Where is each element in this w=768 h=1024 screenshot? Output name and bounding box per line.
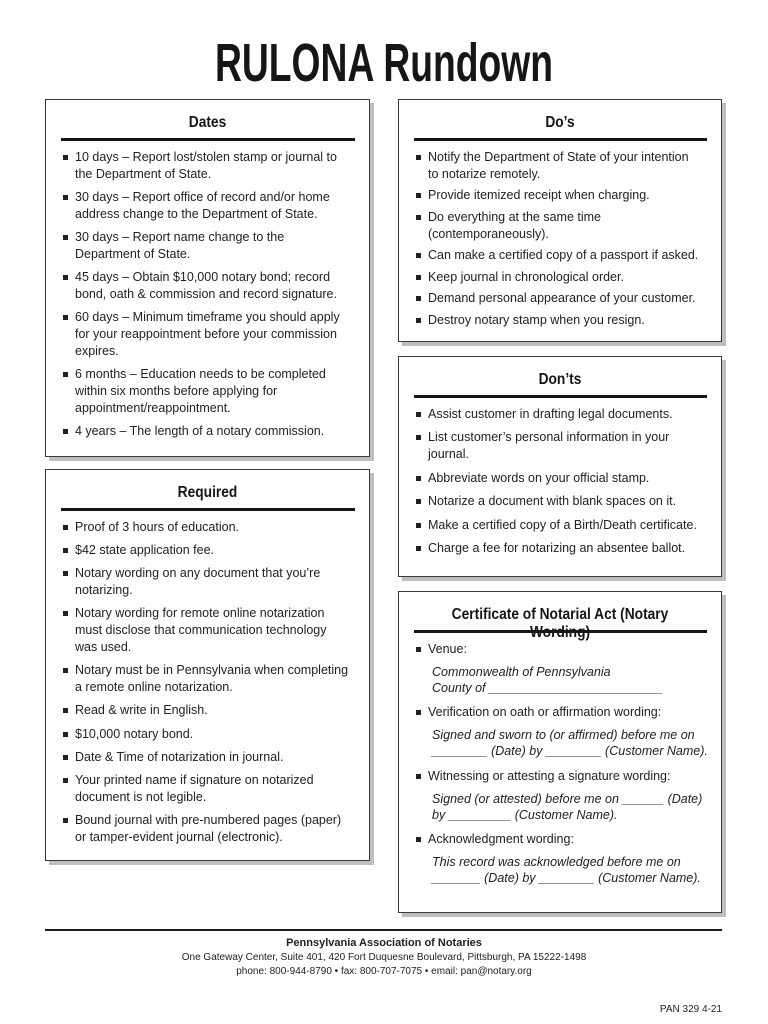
certificate-list	[399, 641, 721, 887]
heading-rule	[414, 395, 707, 398]
dates-list	[46, 149, 369, 440]
footer-address: One Gateway Center, Suite 401, 420 Fort Duquesne Boulevard, Pittsburgh, PA 15222-1498	[181, 952, 587, 963]
donts-item: Abbreviate words on your official stamp.	[399, 470, 721, 487]
certificate-heading: Certificate of Notarial Act (Notary Wording)	[451, 606, 669, 641]
cert-wording: This record was acknowledged before me on _______ (Date) by ________ (Customer Name).	[432, 855, 701, 885]
dos-heading: Do’s	[545, 114, 575, 131]
dates-item: 6 months – Education needs to be completed within six months before applying for appointment/reappointment.	[46, 366, 369, 417]
dates-item: 30 days – Report office of record and/or home address change to the Department of State.	[46, 189, 369, 223]
heading-rule	[414, 138, 707, 141]
dos-list	[399, 149, 721, 329]
dos-item: Notify the Department of State of your intention to notarize remotely.	[399, 149, 721, 183]
required-item: Read & write in English.	[46, 702, 369, 719]
cert-wording: Signed (or attested) before me on ______ (Date) by _________ (Customer Name).	[432, 791, 703, 822]
donts-list	[399, 406, 721, 558]
cert-item-acknowledgment	[399, 831, 721, 886]
required-item: Notary wording on any document that you’re notarizing.	[46, 565, 369, 599]
required-item: Bound journal with pre-numbered pages (paper) or tamper-evident journal (electronic).	[46, 812, 369, 846]
cert-item-venue	[399, 641, 721, 696]
cert-item-witnessing	[399, 768, 721, 823]
dates-heading: Dates	[188, 114, 227, 131]
cert-label: Venue:	[399, 641, 721, 658]
footer-organization: Pennsylvania Association of Notaries	[286, 937, 482, 949]
cert-label: Witnessing or attesting a signature wording:	[399, 768, 721, 785]
certificate-panel	[398, 591, 722, 913]
dos-item: Destroy notary stamp when you resign.	[399, 312, 721, 329]
dos-item: Demand personal appearance of your customer.	[399, 290, 721, 307]
required-item: $10,000 notary bond.	[46, 726, 369, 743]
donts-heading: Don’ts	[538, 371, 582, 388]
dos-item: Can make a certified copy of a passport if asked.	[399, 247, 721, 264]
dates-item: 10 days – Report lost/stolen stamp or journal to the Department of State.	[46, 149, 369, 183]
required-item: $42 state application fee.	[46, 542, 369, 559]
dates-item: 30 days – Report name change to the Department of State.	[46, 229, 369, 263]
dates-item: 45 days – Obtain $10,000 notary bond; record bond, oath & commission and record signature.	[46, 269, 369, 303]
required-panel	[45, 469, 370, 861]
page-title: RULONA Rundown	[214, 33, 554, 93]
required-item: Notary must be in Pennsylvania when completing a remote online notarization.	[46, 662, 369, 696]
required-item: Proof of 3 hours of education.	[46, 519, 369, 536]
heading-rule	[61, 508, 355, 511]
donts-item: List customer’s personal information in your journal.	[399, 429, 721, 463]
footer-contact: phone: 800-944-8790 • fax: 800-707-7075 • email: pan@notary.org	[236, 966, 532, 977]
required-list	[46, 519, 369, 847]
dates-item: 4 years – The length of a notary commission.	[46, 423, 369, 440]
footer-divider	[45, 929, 722, 931]
donts-item: Make a certified copy of a Birth/Death certificate.	[399, 517, 721, 534]
dos-item: Keep journal in chronological order.	[399, 269, 721, 286]
required-item: Date & Time of notarization in journal.	[46, 749, 369, 766]
heading-rule	[61, 138, 355, 141]
required-heading: Required	[177, 484, 238, 501]
cert-wording: Commonwealth of Pennsylvania County of _________________________	[432, 664, 663, 695]
cert-item-verification	[399, 704, 721, 759]
cert-label: Acknowledgment wording:	[399, 831, 721, 848]
cert-label: Verification on oath or affirmation wording:	[399, 704, 721, 721]
dos-panel	[398, 99, 722, 342]
cert-wording: Signed and sworn to (or affirmed) before me on ________ (Date) by ________ (Customer Name).	[432, 728, 708, 758]
donts-panel	[398, 356, 722, 577]
required-item: Your printed name if signature on notarized document is not legible.	[46, 772, 369, 806]
donts-item: Notarize a document with blank spaces on it.	[399, 493, 721, 510]
dos-item: Do everything at the same time (contemporaneously).	[399, 209, 721, 243]
dates-item: 60 days – Minimum timeframe you should apply for your reappointment before your commission expires.	[46, 309, 369, 360]
donts-item: Charge a fee for notarizing an absentee ballot.	[399, 540, 721, 557]
dos-item: Provide itemized receipt when charging.	[399, 187, 721, 204]
dates-panel	[45, 99, 370, 457]
form-code: PAN 329 4-21	[659, 1004, 722, 1015]
donts-item: Assist customer in drafting legal documents.	[399, 406, 721, 423]
required-item: Notary wording for remote online notarization must disclose that communication technology was used.	[46, 605, 369, 656]
